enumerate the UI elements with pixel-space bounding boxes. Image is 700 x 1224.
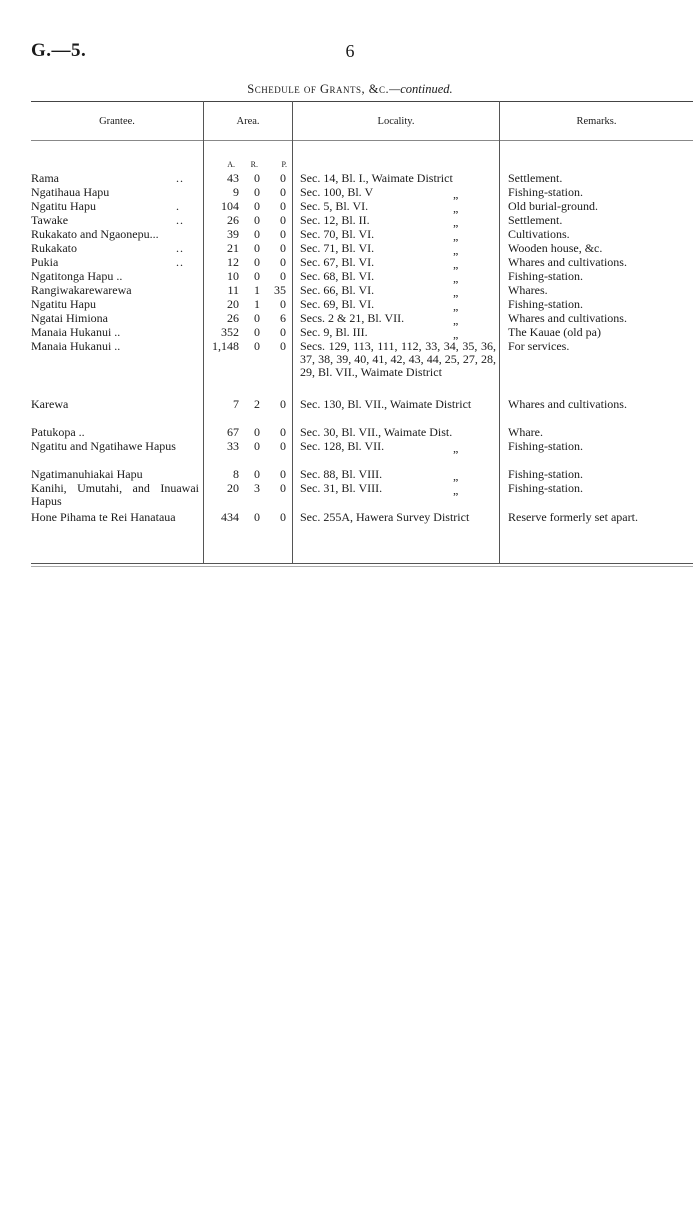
cell-acres: 434 <box>221 510 239 524</box>
ditto-mark: „ <box>453 271 459 285</box>
cell-perches: 0 <box>280 467 286 481</box>
cell-perches: 0 <box>280 397 286 411</box>
cell-perches: 0 <box>280 171 286 185</box>
cell-acres: 104 <box>221 199 239 213</box>
cell-remarks: Whare. <box>508 425 543 439</box>
ditto-mark: „ <box>453 201 459 215</box>
cell-roods: 0 <box>254 510 260 524</box>
cell-remarks: Cultivations. <box>508 227 570 241</box>
cell-acres: 1,148 <box>212 339 239 353</box>
cell-locality: Sec. 68, Bl. VI. <box>300 269 375 283</box>
cell-remarks: Whares. <box>508 283 548 297</box>
cell-grantee: Manaia Hukanui .. <box>31 339 121 353</box>
cell-grantee: Patukopa .. <box>31 425 85 439</box>
cell-locality: Sec. 5, Bl. VI. <box>300 199 369 213</box>
cell-grantee: Ngatimanuhiakai Hapu <box>31 467 143 481</box>
cell-locality: Sec. 31, Bl. VIII. <box>300 481 383 495</box>
cell-locality: Sec. 9, Bl. III. <box>300 325 368 339</box>
cell-locality: Sec. 14, Bl. I., Waimate District <box>300 171 453 185</box>
ditto-mark: „ <box>453 469 459 483</box>
cell-perches: 0 <box>280 510 286 524</box>
cell-remarks: For services. <box>508 339 570 353</box>
cell-perches: 0 <box>280 241 286 255</box>
cell-roods: 0 <box>254 227 260 241</box>
cell-remarks: Settlement. <box>508 213 563 227</box>
cell-grantee: Rukakato and Ngaonepu... <box>31 227 159 241</box>
ditto-mark: „ <box>453 299 459 313</box>
cell-acres: 20 <box>227 481 239 495</box>
cell-roods: 0 <box>254 199 260 213</box>
cell-grantee: Ngatitu Hapu <box>31 199 96 213</box>
cell-remarks: Settlement. <box>508 171 563 185</box>
cell-remarks: Fishing-station. <box>508 269 584 283</box>
cell-acres: 10 <box>227 269 239 283</box>
cell-grantee: Karewa <box>31 397 69 411</box>
cell-locality: Sec. 71, Bl. VI. <box>300 241 375 255</box>
column-divider <box>203 101 204 563</box>
cell-perches: 0 <box>280 339 286 353</box>
table-bottom-rule <box>31 563 693 564</box>
cell-acres: 39 <box>227 227 239 241</box>
cell-roods: 0 <box>254 425 260 439</box>
ditto-mark: „ <box>453 229 459 243</box>
cell-grantee: Ngatitonga Hapu .. <box>31 269 123 283</box>
cell-locality: Secs. 2 & 21, Bl. VII. <box>300 311 405 325</box>
cell-roods: 0 <box>254 213 260 227</box>
cell-grantee: Rukakato <box>31 241 77 255</box>
leader-dots: .. <box>176 171 184 185</box>
table-bottom-rule-double <box>31 566 693 567</box>
cell-remarks: The Kauae (old pa) <box>508 325 601 339</box>
cell-locality: Sec. 67, Bl. VI. <box>300 255 375 269</box>
cell-grantee: Ngatihaua Hapu <box>31 185 110 199</box>
cell-perches: 0 <box>280 185 286 199</box>
cell-roods: 0 <box>254 467 260 481</box>
cell-perches: 0 <box>280 425 286 439</box>
cell-remarks: Fishing-station. <box>508 439 584 453</box>
cell-remarks: Fishing-station. <box>508 297 584 311</box>
schedule-title-main: Schedule of Grants, &c. <box>247 82 390 96</box>
unit-perches: P. <box>281 160 287 169</box>
cell-perches: 0 <box>280 255 286 269</box>
cell-perches: 6 <box>280 311 286 325</box>
cell-grantee: Manaia Hukanui .. <box>31 325 121 339</box>
cell-perches: 0 <box>280 325 286 339</box>
cell-perches: 0 <box>280 481 286 495</box>
cell-grantee: Hone Pihama te Rei Hanataua <box>31 510 176 524</box>
document-code: G.—5. <box>31 40 87 61</box>
table-header-rule <box>31 140 693 141</box>
cell-remarks: Whares and cultivations. <box>508 311 627 325</box>
cell-acres: 12 <box>227 255 239 269</box>
ditto-mark: „ <box>453 327 459 341</box>
cell-acres: 352 <box>221 325 239 339</box>
cell-remarks: Whares and cultivations. <box>508 255 627 269</box>
cell-perches: 0 <box>280 439 286 453</box>
schedule-title <box>100 82 600 97</box>
cell-grantee: Pukia <box>31 255 59 269</box>
cell-remarks: Fishing-station. <box>508 467 584 481</box>
cell-acres: 9 <box>233 185 239 199</box>
column-header-area: Area. <box>236 116 260 127</box>
column-header-remarks: Remarks. <box>576 116 617 127</box>
cell-remarks: Whares and cultivations. <box>508 397 627 411</box>
cell-perches: 0 <box>280 227 286 241</box>
cell-roods: 0 <box>254 311 260 325</box>
cell-acres: 7 <box>233 397 239 411</box>
cell-locality: Sec. 130, Bl. VII., Waimate District <box>300 397 472 411</box>
cell-grantee: Tawake <box>31 213 69 227</box>
cell-acres: 20 <box>227 297 239 311</box>
cell-roods: 0 <box>254 255 260 269</box>
cell-acres: 21 <box>227 241 239 255</box>
column-divider <box>292 101 293 563</box>
cell-grantee: Ngatitu and Ngatihawe Hapus <box>31 439 176 453</box>
ditto-mark: „ <box>453 243 459 257</box>
cell-roods: 0 <box>254 325 260 339</box>
ditto-mark: „ <box>453 441 459 455</box>
cell-roods: 0 <box>254 339 260 353</box>
cell-roods: 1 <box>254 297 260 311</box>
cell-grantee: Ngatai Himiona <box>31 311 108 325</box>
cell-roods: 0 <box>254 171 260 185</box>
unit-roods: R. <box>250 160 258 169</box>
cell-locality: Sec. 66, Bl. VI. <box>300 283 375 297</box>
cell-remarks: Reserve formerly set apart. <box>508 510 638 524</box>
cell-perches: 0 <box>280 269 286 283</box>
ditto-mark: „ <box>453 313 459 327</box>
ditto-mark: „ <box>453 483 459 497</box>
cell-perches: 0 <box>280 297 286 311</box>
cell-perches: 35 <box>274 283 286 297</box>
cell-acres: 26 <box>227 213 239 227</box>
cell-acres: 33 <box>227 439 239 453</box>
ditto-mark: „ <box>453 215 459 229</box>
schedule-title-continued: —continued. <box>389 82 453 96</box>
column-divider <box>499 101 500 563</box>
unit-acres: A. <box>227 160 235 169</box>
leader-dots: .. <box>176 241 184 255</box>
cell-remarks: Wooden house, &c. <box>508 241 603 255</box>
cell-locality: Sec. 88, Bl. VIII. <box>300 467 383 481</box>
cell-acres: 8 <box>233 467 239 481</box>
cell-grantee: Rama <box>31 171 59 185</box>
cell-remarks: Fishing-station. <box>508 481 584 495</box>
ditto-mark: „ <box>453 285 459 299</box>
cell-roods: 3 <box>254 481 260 495</box>
cell-locality: Sec. 69, Bl. VI. <box>300 297 375 311</box>
cell-roods: 2 <box>254 397 260 411</box>
cell-roods: 0 <box>254 185 260 199</box>
cell-roods: 0 <box>254 269 260 283</box>
ditto-mark: „ <box>453 257 459 271</box>
cell-acres: 11 <box>227 283 239 297</box>
cell-acres: 26 <box>227 311 239 325</box>
cell-locality: Sec. 128, Bl. VII. <box>300 439 385 453</box>
table-top-rule <box>31 101 693 102</box>
column-header-grantee: Grantee. <box>99 116 135 127</box>
cell-locality: Sec. 255A, Hawera Survey District <box>300 510 470 524</box>
cell-perches: 0 <box>280 213 286 227</box>
cell-remarks: Fishing-station. <box>508 185 584 199</box>
page-number: 6 <box>345 41 355 61</box>
leader-dots: . <box>176 199 180 213</box>
ditto-mark: „ <box>453 187 459 201</box>
cell-roods: 0 <box>254 439 260 453</box>
cell-locality: Sec. 70, Bl. VI. <box>300 227 375 241</box>
cell-acres: 43 <box>227 171 239 185</box>
cell-roods: 1 <box>254 283 260 297</box>
leader-dots: .. <box>176 213 184 227</box>
cell-locality: Sec. 12, Bl. II. <box>300 213 370 227</box>
cell-roods: 0 <box>254 241 260 255</box>
cell-acres: 67 <box>227 425 239 439</box>
cell-grantee: Kanihi, Umutahi, and Inuawai Hapus <box>31 481 199 508</box>
cell-grantee: Ngatitu Hapu <box>31 297 96 311</box>
cell-remarks: Old burial-ground. <box>508 199 598 213</box>
cell-locality: Sec. 100, Bl. V <box>300 185 374 199</box>
column-header-locality: Locality. <box>377 116 415 127</box>
leader-dots: .. <box>176 255 184 269</box>
cell-perches: 0 <box>280 199 286 213</box>
cell-grantee: Rangiwakarewarewa <box>31 283 132 297</box>
cell-locality: Secs. 129, 113, 111, 112, 33, 34, 35, 36, 37, 38, 39, 40, 41, 42, 43, 44, 25, 27, 28, 29, Bl. VII., Waimate District <box>300 339 496 379</box>
cell-locality: Sec. 30, Bl. VII., Waimate Dist. <box>300 425 453 439</box>
